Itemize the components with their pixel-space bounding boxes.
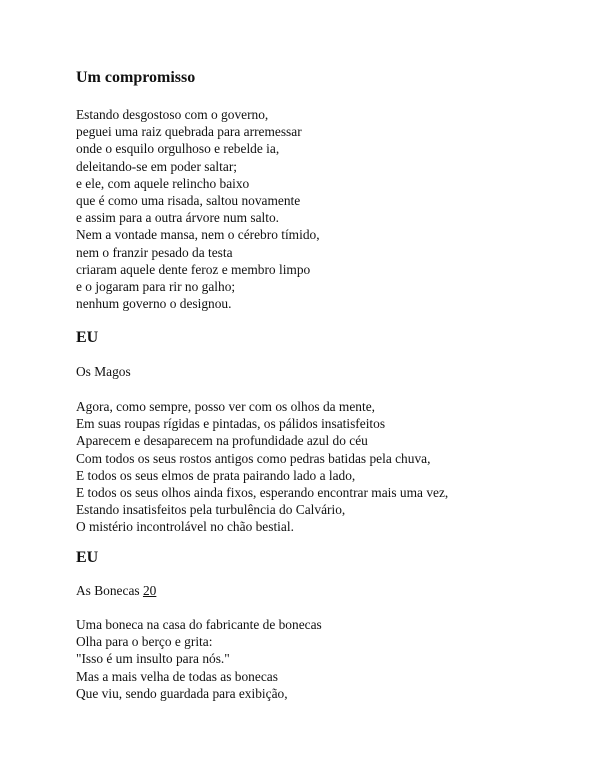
poem-line: peguei uma raiz quebrada para arremessar — [76, 124, 302, 140]
poem-line: Uma boneca na casa do fabricante de bonecas — [76, 617, 322, 632]
poem-line: E todos os seus olhos ainda fixos, esperando encontrar mais uma vez, — [76, 485, 449, 501]
poem-subtitle-as-bonecas — [76, 582, 156, 599]
poem-line: Nem a vontade mansa, nem o cérebro tímido, — [76, 227, 320, 243]
poem-line: Olha para o berço e grita: — [76, 634, 213, 650]
poem-line: Agora, como sempre, posso ver com os olhos da mente, — [76, 399, 375, 414]
poem-line: Que viu, sendo guardada para exibição, — [76, 685, 288, 701]
poem-subtitle-text: As Bonecas — [76, 583, 140, 598]
poem-line: deleitando-se em poder saltar; — [76, 158, 237, 174]
poem-line: Estando desgostoso com o governo, — [76, 107, 269, 122]
poem-line: Estando insatisfeitos pela turbulência do Calvário, — [76, 502, 346, 518]
poem-line: Aparecem e desaparecem na profundidade azul do céu — [76, 433, 368, 449]
poem-line: e assim para a outra árvore num salto. — [76, 210, 280, 226]
poem-line: onde o esquilo orgulhoso e rebelde ia, — [76, 141, 280, 157]
poem-line: nem o franzir pesado da testa — [76, 244, 233, 260]
poem-line: criaram aquele dente feroz e membro limpo — [76, 261, 311, 277]
poem-line: E todos os seus elmos de prata pairando lado a lado, — [76, 467, 356, 483]
poem-line: e ele, com aquele relincho baixo — [76, 175, 250, 191]
poem-line: nenhum governo o designou. — [76, 296, 232, 312]
poem-line: "Isso é um insulto para nós." — [76, 651, 230, 667]
poem-line: Em suas roupas rígidas e pintadas, os pálidos insatisfeitos — [76, 416, 386, 432]
poem-line: Mas a mais velha de todas as bonecas — [76, 668, 278, 684]
section-title-compromisso: Um compromisso — [76, 69, 196, 86]
poem-line: Com todos os seus rostos antigos como pedras batidas pela chuva, — [76, 450, 431, 466]
poem-line: O mistério incontrolável no chão bestial. — [76, 519, 294, 535]
poem-line: que é como uma risada, saltou novamente — [76, 193, 301, 209]
poem-subtitle-os-magos: Os Magos — [76, 364, 131, 379]
poem-body-as-bonecas — [76, 616, 322, 702]
poem-line: e o jogaram para rir no galho; — [76, 279, 236, 295]
poem-body-os-magos — [76, 398, 448, 536]
footnote-link[interactable]: 20 — [142, 583, 157, 598]
poem-body-compromisso — [76, 106, 320, 312]
section-title-eu-2: EU — [76, 549, 99, 566]
section-title-eu-1: EU — [76, 329, 99, 346]
